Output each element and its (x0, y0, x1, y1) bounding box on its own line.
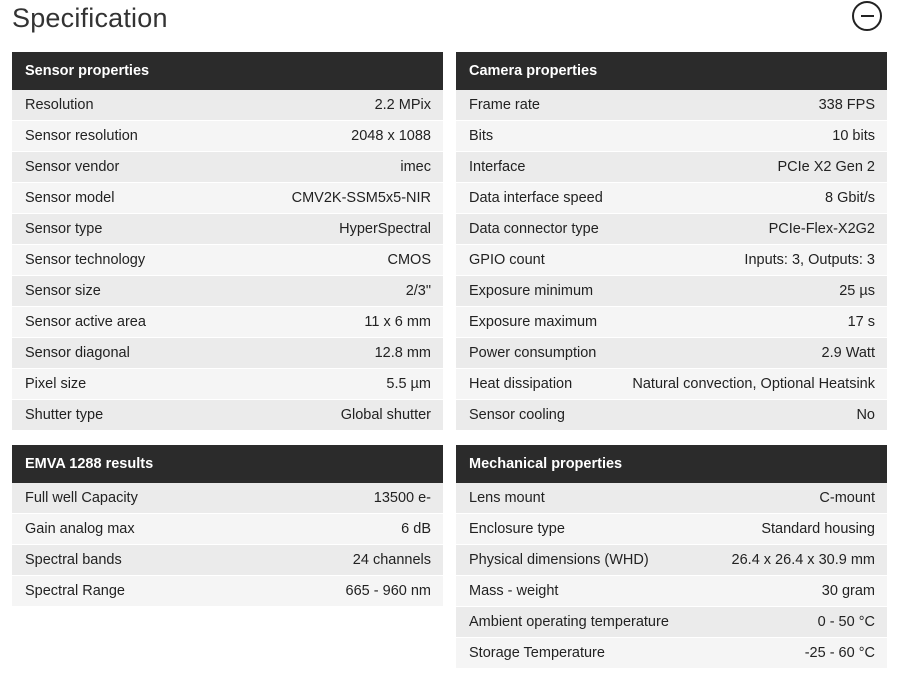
spec-label: Exposure minimum (469, 283, 594, 299)
spec-value: -25 - 60 °C (804, 645, 875, 661)
spec-label: Gain analog max (25, 521, 135, 537)
spec-row (456, 338, 887, 369)
spec-row (12, 338, 443, 369)
spec-row (456, 576, 887, 607)
spec-table (12, 90, 443, 431)
spec-label: Sensor cooling (469, 407, 565, 423)
spec-value: 0 - 50 °C (817, 614, 875, 630)
spec-label: Bits (469, 128, 494, 144)
spec-label: Sensor model (25, 190, 115, 206)
spec-value: 26.4 x 26.4 x 30.9 mm (731, 552, 875, 568)
panel-header: Camera properties (456, 52, 887, 90)
spec-label: Spectral bands (25, 552, 122, 568)
spec-value: 13500 e- (373, 490, 431, 506)
spec-row (456, 183, 887, 214)
spec-label: Enclosure type (469, 521, 565, 537)
spec-value: 665 - 960 nm (345, 583, 431, 599)
spec-value: 30 gram (821, 583, 875, 599)
spec-value: 2.9 Watt (821, 345, 875, 361)
panel-header: EMVA 1288 results (12, 445, 443, 483)
camera-properties-panel (456, 52, 887, 431)
spec-row (12, 276, 443, 307)
spec-label: Sensor resolution (25, 128, 138, 144)
panel-header: Sensor properties (12, 52, 443, 90)
spec-label: Storage Temperature (469, 645, 605, 661)
spec-value: No (856, 407, 875, 423)
spec-label: Sensor technology (25, 252, 146, 268)
spec-value: Global shutter (340, 407, 431, 423)
spec-row (456, 121, 887, 152)
spec-label: Interface (469, 159, 526, 175)
spec-row (456, 638, 887, 669)
spec-value: CMV2K-SSM5x5-NIR (291, 190, 431, 206)
mechanical-properties-panel (456, 445, 887, 669)
spec-label: Data interface speed (469, 190, 603, 206)
spec-label: Sensor vendor (25, 159, 120, 175)
spec-row (12, 307, 443, 338)
spec-value: PCIe X2 Gen 2 (777, 159, 875, 175)
spec-value: CMOS (387, 252, 431, 268)
spec-value: 5.5 µm (386, 376, 431, 392)
spec-value: 10 bits (832, 128, 875, 144)
collapse-button[interactable] (852, 1, 882, 31)
spec-value: Inputs: 3, Outputs: 3 (744, 252, 875, 268)
spec-value: 338 FPS (818, 97, 875, 113)
spec-label: Ambient operating temperature (469, 614, 669, 630)
spec-value: 2048 x 1088 (351, 128, 431, 144)
spec-label: GPIO count (469, 252, 545, 268)
spec-label: Frame rate (469, 97, 540, 113)
spec-label: Heat dissipation (469, 376, 573, 392)
spec-row (456, 483, 887, 514)
spec-value: PCIe-Flex-X2G2 (768, 221, 875, 237)
spec-value: Natural convection, Optional Heatsink (632, 376, 875, 392)
emva-results-panel (12, 445, 443, 607)
spec-label: Resolution (25, 97, 94, 113)
spec-label: Sensor diagonal (25, 345, 130, 361)
sensor-properties-panel (12, 52, 443, 431)
spec-value: C-mount (819, 490, 875, 506)
spec-value: HyperSpectral (339, 221, 431, 237)
spec-label: Data connector type (469, 221, 599, 237)
spec-label: Lens mount (469, 490, 545, 506)
spec-label: Exposure maximum (469, 314, 598, 330)
spec-row (456, 245, 887, 276)
spec-value: 2/3" (405, 283, 431, 299)
spec-row (12, 545, 443, 576)
spec-value: 2.2 MPix (374, 97, 431, 113)
spec-row (12, 576, 443, 607)
spec-value: 25 µs (839, 283, 875, 299)
spec-row (12, 483, 443, 514)
spec-row (456, 152, 887, 183)
spec-row (456, 276, 887, 307)
spec-value: 11 x 6 mm (364, 314, 431, 330)
spec-label: Shutter type (25, 407, 104, 423)
spec-row (12, 183, 443, 214)
spec-label: Pixel size (25, 376, 87, 392)
spec-row (12, 400, 443, 431)
spec-row (12, 90, 443, 121)
spec-row (12, 245, 443, 276)
page-title: Specification (12, 3, 168, 33)
spec-row (456, 307, 887, 338)
spec-row (456, 214, 887, 245)
spec-label: Sensor type (25, 221, 103, 237)
spec-row (456, 369, 887, 400)
panel-header: Mechanical properties (456, 445, 887, 483)
spec-label: Power consumption (469, 345, 597, 361)
spec-value: 8 Gbit/s (825, 190, 875, 206)
spec-label: Mass - weight (469, 583, 559, 599)
spec-value: 17 s (847, 314, 875, 330)
spec-label: Sensor size (25, 283, 101, 299)
spec-row (456, 607, 887, 638)
spec-value: Standard housing (761, 521, 875, 537)
spec-row (456, 400, 887, 431)
spec-row (12, 121, 443, 152)
spec-label: Spectral Range (25, 583, 125, 599)
spec-row (12, 152, 443, 183)
spec-value: imec (400, 159, 431, 175)
spec-label: Full well Capacity (25, 490, 138, 506)
spec-table (456, 483, 887, 669)
spec-value: 6 dB (401, 521, 431, 537)
spec-row (456, 514, 887, 545)
minus-circle-icon (861, 15, 874, 17)
spec-table (456, 90, 887, 431)
spec-label: Sensor active area (25, 314, 146, 330)
spec-value: 24 channels (352, 552, 431, 568)
spec-row (12, 369, 443, 400)
spec-value: 12.8 mm (374, 345, 431, 361)
spec-table (12, 483, 443, 607)
spec-row (456, 545, 887, 576)
spec-row (12, 214, 443, 245)
spec-row (456, 90, 887, 121)
spec-row (12, 514, 443, 545)
spec-label: Physical dimensions (WHD) (469, 552, 649, 568)
